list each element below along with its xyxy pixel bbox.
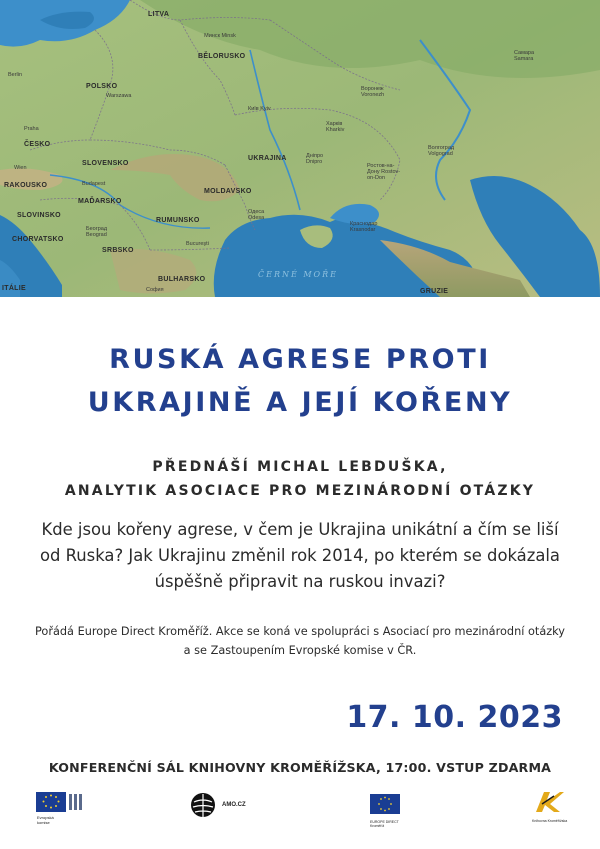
map-sea-cerne-more: ČERNÉ MOŘE [258, 270, 338, 279]
map-city-kyiv: Київ Kyiv [248, 106, 271, 112]
speaker-info [0, 455, 600, 503]
title-line-2: UKRAJINĚ A JEJÍ KOŘENY [87, 387, 513, 418]
map-label-moldavsko: MOLDAVSKO [204, 188, 252, 195]
map-label-slovensko: SLOVENSKO [82, 160, 129, 167]
european-commission-logo [33, 790, 89, 830]
map-city-voronezh: Воронеж Voronezh [361, 86, 385, 98]
amo-logo-text: AMO.CZ [222, 802, 246, 808]
map-label-rakousko: RAKOUSKO [4, 182, 48, 189]
map-city-minsk: Минск Minsk [204, 33, 236, 39]
poster-title [0, 338, 600, 424]
amo-logo [190, 792, 250, 820]
map-label-ukrajina: UKRAJINA [248, 155, 287, 162]
subtitle-line-2: ANALYTIK ASOCIACE PRO MEZINÁRODNÍ OTÁZKY [64, 483, 536, 499]
library-text: Knihovna Kroměřížska [532, 819, 568, 823]
library-logo [532, 790, 572, 826]
library-k-icon [532, 790, 566, 814]
map-graphic [0, 0, 600, 297]
eu-flag-icon [370, 794, 400, 814]
subtitle-line-1: PŘEDNÁŠÍ MICHAL LEBDUŠKA, [152, 459, 448, 475]
map-label-chorvatsko: CHORVATSKO [12, 236, 64, 243]
map-city-volgograd: Волгоград Volgograd [428, 145, 455, 157]
map-label-polsko: POLSKO [86, 83, 118, 90]
map-label-madarsko: MAĎARSKO [78, 198, 122, 205]
map-city-beograd: Београд Beograd [86, 226, 108, 238]
map-banner [0, 0, 600, 297]
map-city-berlin: Berlin [8, 72, 23, 78]
map-city-rostov: Ростов-на-Дону Rostov-on-Don [367, 163, 401, 181]
map-label-litva: LITVA [148, 11, 170, 18]
organizer-note: Pořádá Europe Direct Kroměříž. Akce se koná ve spolupráci s Asociací pro mezinárodní otázky a se Zastoupením Evropské komise v ČR. [35, 625, 565, 657]
map-city-kharkiv: Харків Kharkiv [326, 121, 345, 133]
map-label-rumunsko: RUMUNSKO [156, 217, 200, 224]
map-city-krasnodar: Краснодар Krasnodar [350, 221, 378, 233]
map-city-praha: Praha [24, 126, 39, 132]
map-city-bucuresti: Bucureşti [186, 241, 209, 247]
map-label-gruzie: GRUZIE [420, 288, 449, 295]
map-city-odesa: Одеса Odesa [248, 209, 265, 221]
lead-paragraph: Kde jsou kořeny agrese, v čem je Ukrajina unikátní a čím se liší od Ruska? Jak Ukrajinu změnil rok 2014, po kterém se dokázala úspěšně připravit na ruskou invazi? [40, 520, 560, 591]
ec-logo-text: Evropská komise [37, 815, 54, 825]
map-label-slovinsko: SLOVINSKO [17, 212, 61, 219]
event-venue: KONFERENČNÍ SÁL KNIHOVNY KROMĚŘÍŽSKA, 17:00. VSTUP ZDARMA [48, 760, 552, 775]
map-city-budapest: Budapest [82, 181, 106, 187]
map-city-warszawa: Warszawa [106, 93, 132, 99]
map-label-belorusko: BĚLORUSKO [198, 53, 246, 60]
title-line-1: RUSKÁ AGRESE PROTI [109, 344, 491, 375]
event-date: 17. 10. 2023 [346, 700, 563, 735]
map-city-dnipro: Дніпро Dnipro [306, 153, 324, 165]
map-label-srbsko: SRBSKO [102, 247, 134, 254]
amo-globe-icon [190, 792, 218, 820]
map-city-sofia: София [146, 287, 164, 293]
map-city-samara: Самара Samara [514, 50, 535, 62]
map-city-wien: Wien [14, 165, 27, 171]
europe-direct-logo [370, 794, 406, 830]
map-label-italie: ITÁLIE [2, 285, 26, 292]
map-label-cesko: ČESKO [24, 141, 51, 148]
map-label-bulharsko: BULHARSKO [158, 276, 206, 283]
europe-direct-text: EUROPE DIRECT Kroměříž [370, 820, 399, 828]
